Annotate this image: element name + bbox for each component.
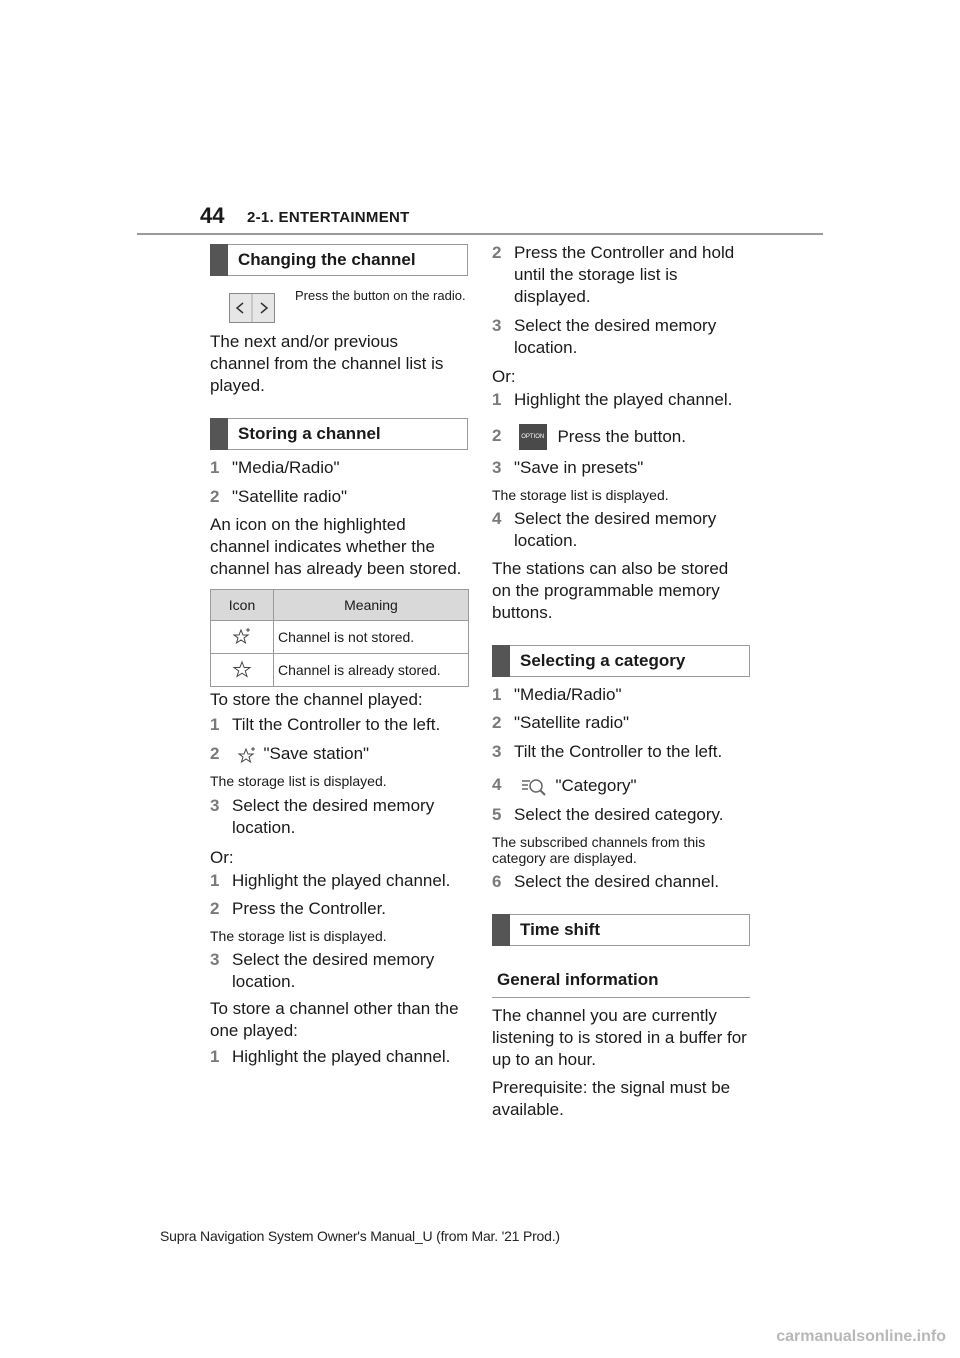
chapter-title: 2-1. ENTERTAINMENT — [247, 209, 410, 226]
section-selecting-category — [492, 645, 750, 677]
arrows-caption: Press the button on the radio. — [295, 288, 466, 303]
table-header-icon: Icon — [211, 590, 274, 621]
step-tilt-left: 1 Tilt the Controller to the left. — [210, 715, 441, 734]
section-title: Selecting a category — [520, 651, 686, 670]
step-save-station: 2 "Save station" — [210, 744, 370, 763]
star-icon — [232, 660, 252, 678]
table-cell-meaning: Channel is already stored. — [274, 654, 469, 687]
note-subscribed-channels: The subscribed channels from this category are displayed. — [492, 834, 706, 866]
section-title: Changing the channel — [238, 250, 416, 269]
section-bar — [492, 914, 510, 946]
section-bar — [492, 645, 510, 677]
footer-manual-title: Supra Navigation System Owner's Manual_U (from Mar. '21 Prod.) — [160, 1228, 560, 1244]
section-bar — [210, 244, 228, 276]
step-save-presets: 3 "Save in presets" — [492, 458, 644, 477]
step-select-category: 5 Select the desired category. — [492, 805, 724, 824]
step-option-button: 2 OPTION Press the button. — [492, 424, 686, 450]
table-header-row — [211, 590, 469, 621]
section-title: Storing a channel — [238, 424, 381, 443]
section-storing-channel — [210, 418, 468, 450]
timeshift-text: The channel you are currently listening to is stored in a buffer for up to an hour. — [492, 1006, 747, 1069]
step-select-memory: 3 Select the desired memory location. — [210, 796, 435, 837]
note-storage-list: The storage list is displayed. — [210, 773, 387, 789]
step-tilt-left: 3 Tilt the Controller to the left. — [492, 742, 723, 761]
step-press-hold: 2 Press the Controller and hold until the storage list is displayed. — [492, 243, 735, 306]
stations-text: The stations can also be stored on the programmable memory buttons. — [492, 559, 729, 622]
subsection-general-information: General information — [497, 970, 659, 989]
step-satellite-radio: 2 "Satellite radio" — [210, 487, 348, 506]
note-storage-list: The storage list is displayed. — [492, 487, 669, 503]
step-select-channel: 6 Select the desired channel. — [492, 872, 720, 891]
star-plus-icon — [232, 627, 252, 645]
step-category: 4 "Category" — [492, 775, 637, 795]
step-satellite-radio: 2 "Satellite radio" — [492, 713, 630, 732]
store-played-text: To store the channel played: — [210, 690, 423, 709]
header-rule — [137, 233, 823, 235]
icon-meaning-table — [210, 589, 469, 687]
table-cell-meaning: Channel is not stored. — [274, 621, 469, 654]
category-search-icon — [519, 775, 551, 797]
step-highlight-channel: 1 Highlight the played channel. — [210, 1047, 451, 1066]
note-storage-list: The storage list is displayed. — [210, 928, 387, 944]
step-select-memory: 3 Select the desired memory location. — [210, 950, 435, 991]
storing-intro: An icon on the highlighted channel indicates whether the channel has already been stored. — [210, 515, 462, 578]
section-changing-channel — [210, 244, 468, 276]
prerequisite-text: Prerequisite: the signal must be available. — [492, 1078, 731, 1119]
table-row — [211, 621, 469, 654]
table-row — [211, 654, 469, 687]
star-plus-icon — [237, 746, 259, 764]
or-text: Or: — [492, 367, 516, 386]
step-media-radio: 1 "Media/Radio" — [492, 685, 622, 704]
section-time-shift — [492, 914, 750, 946]
step-highlight-channel: 1 Highlight the played channel. — [210, 871, 451, 890]
or-text: Or: — [210, 848, 234, 867]
store-other-text: To store a channel other than the one played: — [210, 999, 459, 1040]
prev-next-buttons-icon — [229, 293, 275, 323]
section-title: Time shift — [520, 920, 600, 939]
section-bar — [210, 418, 228, 450]
step-highlight-channel: 1 Highlight the played channel. — [492, 390, 733, 409]
step-media-radio: 1 "Media/Radio" — [210, 458, 340, 477]
step-select-memory: 3 Select the desired memory location. — [492, 316, 717, 357]
option-button-icon: OPTION — [519, 424, 547, 450]
watermark: carmanualsonline.info — [776, 1328, 946, 1345]
subsection-rule — [492, 997, 750, 998]
step-press-controller: 2 Press the Controller. — [210, 899, 387, 918]
page-number: 44 — [200, 203, 225, 228]
step-select-memory: 4 Select the desired memory location. — [492, 509, 717, 550]
changing-text: The next and/or previous channel from the channel list is played. — [210, 332, 444, 395]
table-header-meaning: Meaning — [274, 590, 469, 621]
